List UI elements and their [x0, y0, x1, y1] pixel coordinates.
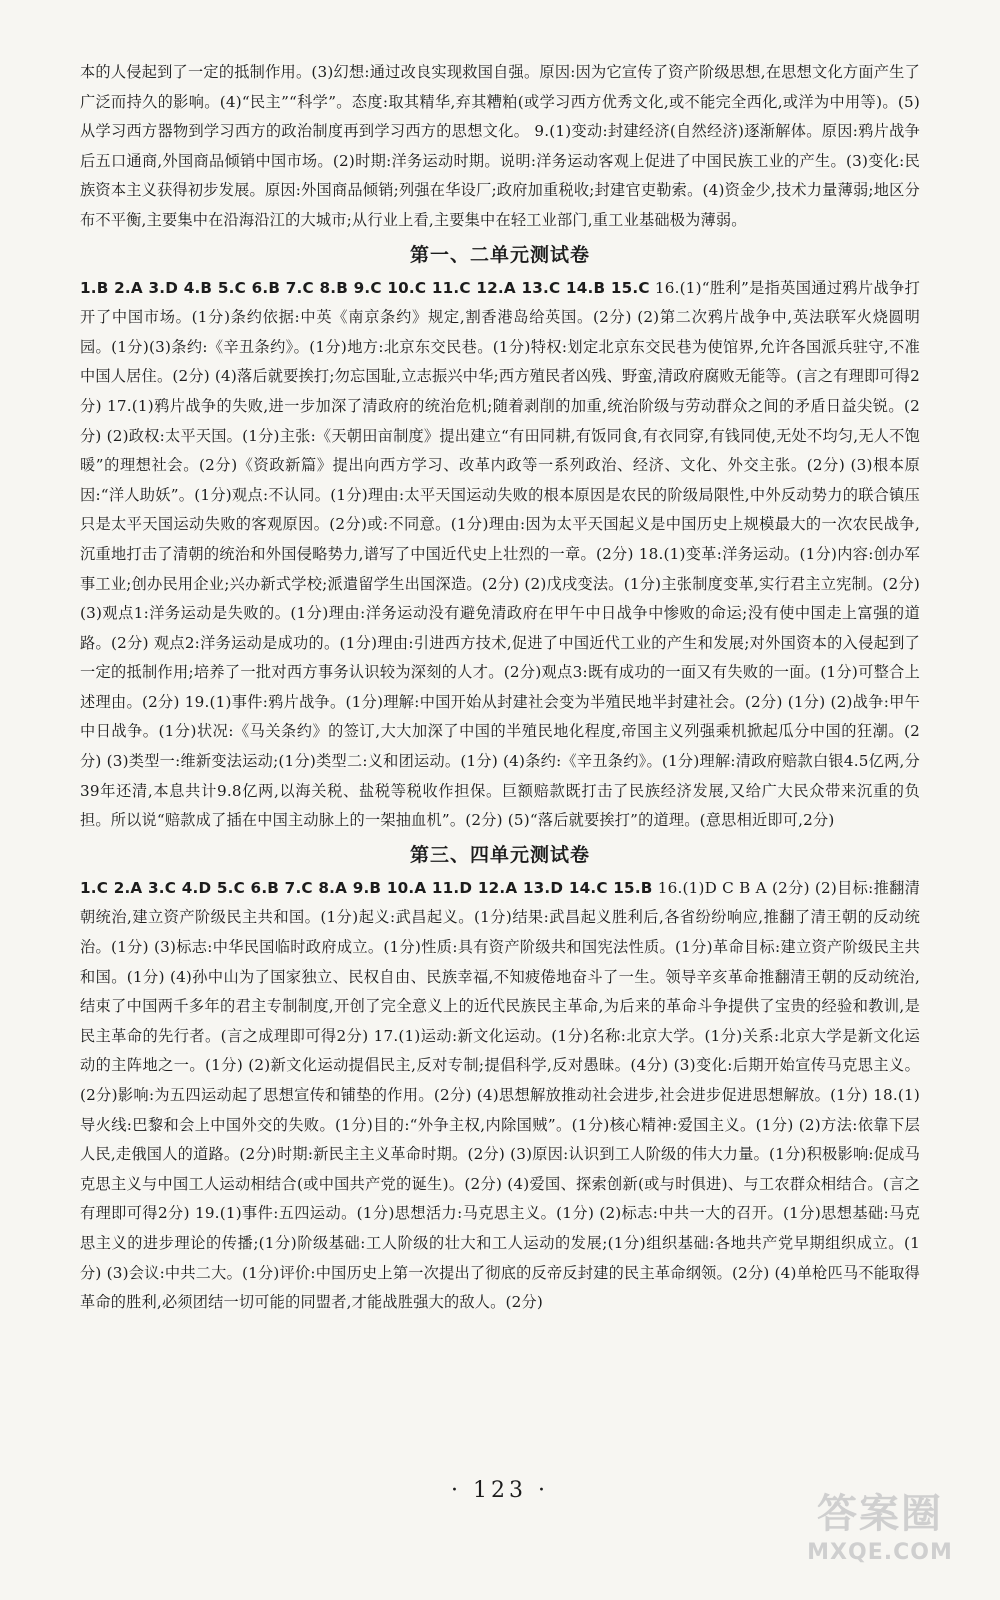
- answer-page: [80, 58, 920, 1318]
- watermark-logo: [780, 1488, 980, 1588]
- watermark-url: MXQE.COM: [807, 1540, 953, 1565]
- section-1-2-content: [80, 274, 920, 836]
- section-title-unit-3-4: 第三、四单元测试卷: [409, 843, 590, 866]
- watermark-logo-text: 答案圈: [817, 1491, 943, 1537]
- section-title-unit-1-2: 第一、二单元测试卷: [409, 243, 590, 266]
- page-number: · 123 ·: [451, 1478, 549, 1503]
- choice-answers-unit-3-4: 1.C 2.A 3.C 4.D 5.C 6.B 7.C 8.A 9.B 10.A 11.D 12.A 13.D 14.C 15.B: [80, 878, 653, 897]
- section-3-4-body: 16.(1)D C B A (2分) (2)目标:推翻清朝统治,建立资产阶级民主共和国。(1分)起义:武昌起义。(1分)结果:武昌起义胜利后,各省纷纷响应,推翻了清王朝的反动统治。(1分) (3)标志:中华民国临时政府成立。(1分)性质:具有资产阶级共和国宪法性质。(1分)革命目标:建立资产阶级民主共和国。(1分) (4)孙中山为了国家独立、民权自由、民族幸福,不知疲倦地奋斗了一生。领导辛亥革命推翻清王朝的反动统治,结束了中国两千多年的君主专制制度,开创了完全意义上的近代民族民主革命,为后来的革命斗争提供了宝贵的经验和教训,是民主革命的先行者。(言之成理即可得2分) 17.(1)运动:新文化运动。(1分)名称:北京大学。(1分)关系:北京大学是新文化运动的主阵地之一。(1分) (2)新文化运动提倡民主,反对专制;提倡科学,反对愚昧。(4分) (3)变化:后期开始宣传马克思主义。(2分)影响:为五四运动起了思想宣传和铺垫的作用。(2分) (4)思想解放推动社会进步,社会进步促进思想解放。(1分) 18.(1)导火线:巴黎和会上中国外交的失败。(1分)目的:“外争主权,内除国贼”。(1分)核心精神:爱国主义。(1分) (2)方法:依靠下层人民,走俄国人的道路。(2分)时期:新民主主义革命时期。(2分) (3)原因:认识到工人阶级的伟大力量。(1分)积极影响:促成马克思主义与中国工人运动相结合(或中国共产党的诞生)。(2分) (4)爱国、探索创新(或与时俱进)、与工农群众相结合。(言之有理即可得2分) 19.(1)事件:五四运动。(1分)思想活力:马克思主义。(1分) (2)标志:中共一大的召开。(1分)思想基础:马克思主义的进步理论的传播;(1分)阶级基础:工人阶级的壮大和工人运动的发展;(1分)组织基础:各地共产党早期组织成立。(1分) (3)会议:中共二大。(1分)评价:中国历史上第一次提出了彻底的反帝反封建的民主革命纲领。(2分) (4)单枪匹马不能取得革命的胜利,必须团结一切可能的同盟者,才能战胜强大的敌人。(2分): [80, 878, 920, 1312]
- choice-answers-unit-1-2: 1.B 2.A 3.D 4.B 5.C 6.B 7.C 8.B 9.C 10.C 11.C 12.A 13.C 14.B 15.C: [80, 278, 650, 297]
- intro-paragraph: 本的人侵起到了一定的抵制作用。(3)幻想:通过改良实现救国自强。原因:因为它宣传了资产阶级思想,在思想文化方面产生了广泛而持久的影响。(4)“民主”“科学”。态度:取其精华,弃其糟粕(或学习西方优秀文化,或不能完全西化,或洋为中用等)。(5)从学习西方器物到学习西方的政治制度再到学习西方的思想文化。 9.(1)变动:封建经济(自然经济)逐渐解体。原因:鸦片战争后五口通商,外国商品倾销中国市场。(2)时期:洋务运动时期。说明:洋务运动客观上促进了中国民族工业的产生。(3)变化:民族资本主义获得初步发展。原因:外国商品倾销;列强在华设厂;政府加重税收;封建官吏勒索。(4)资金少,技术力量薄弱;地区分布不平衡,主要集中在沿海沿江的大城市;从行业上看,主要集中在轻工业部门,重工业基础极为薄弱。: [80, 63, 920, 229]
- section-3-4-content: [80, 874, 920, 1318]
- section-1-2-body: 16.(1)“胜利”是指英国通过鸦片战争打开了中国市场。(1分)条约依据:中英《南京条约》规定,割香港岛给英国。(2分) (2)第二次鸦片战争中,英法联军火烧圆明园。(1分)(3)条约:《辛丑条约》。(1分)地方:北京东交民巷。(1分)特权:划定北京东交民巷为使馆界,允许各国派兵驻守,不准中国人居住。(2分) (4)落后就要挨打;勿忘国耻,立志振兴中华;西方殖民者凶残、野蛮,清政府腐败无能等。(言之有理即可得2分) 17.(1)鸦片战争的失败,进一步加深了清政府的统治危机;随着剥削的加重,统治阶级与劳动群众之间的矛盾日益尖锐。(2分) (2)政权:太平天国。(1分)主张:《天朝田亩制度》提出建立“有田同耕,有饭同食,有衣同穿,有钱同使,无处不均匀,无人不饱暖”的理想社会。(2分)《资政新篇》提出向西方学习、改革内政等一系列政治、经济、文化、外交主张。(2分) (3)根本原因:“洋人助妖”。(1分)观点:不认同。(1分)理由:太平天国运动失败的根本原因是农民的阶级局限性,中外反动势力的联合镇压只是太平天国运动失败的客观原因。(2分)或:不同意。(1分)理由:因为太平天国起义是中国历史上规模最大的一次农民战争,沉重地打击了清朝的统治和外国侵略势力,谱写了中国近代史上壮烈的一章。(2分) 18.(1)变革:洋务运动。(1分)内容:创办军事工业;创办民用企业;兴办新式学校;派遣留学生出国深造。(2分) (2)戊戌变法。(1分)主张制度变革,实行君主立宪制。(2分) (3)观点1:洋务运动是失败的。(1分)理由:洋务运动没有避免清政府在甲午中日战争中惨败的命运;没有使中国走上富强的道路。(2分) 观点2:洋务运动是成功的。(1分)理由:引进西方技术,促进了中国近代工业的产生和发展;对外国资本的入侵起到了一定的抵制作用;培养了一批对西方事务认识较为深刻的人才。(2分)观点3:既有成功的一面又有失败的一面。(1分)可整合上述理由。(2分) 19.(1)事件:鸦片战争。(1分)理解:中国开始从封建社会变为半殖民地半封建社会。(2分) (1分) (2)战争:甲午中日战争。(1分)状况:《马关条约》的签订,大大加深了中国的半殖民地化程度,帝国主义列强乘机掀起瓜分中国的狂潮。(2分) (3)类型一:维新变法运动;(1分)类型二:义和团运动。(1分) (4)条约:《辛丑条约》。(1分)理解:清政府赔款白银4.5亿两,分39年还清,本息共计9.8亿两,以海关税、盐税等税收作担保。巨额赔款既打击了民族经济发展,又给广大民众带来沉重的负担。所以说“赔款成了插在中国主动脉上的一架抽血机”。(2分) (5)“落后就要挨打”的道理。(意思相近即可,2分): [80, 278, 920, 830]
